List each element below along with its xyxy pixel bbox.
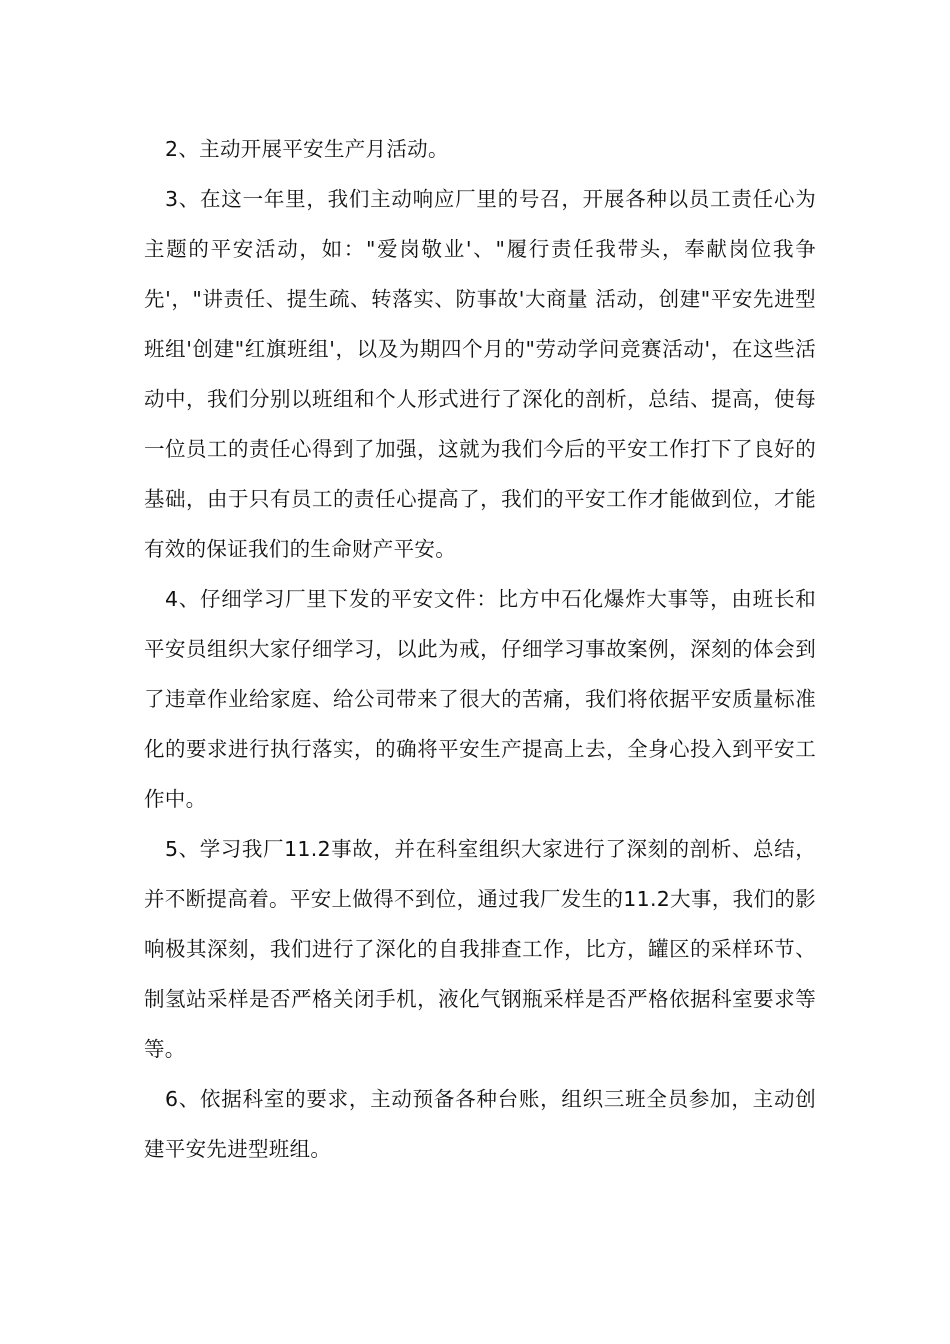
document-body bbox=[144, 124, 816, 1174]
paragraph-item-6: 6、依据科室的要求，主动预备各种台账，组织三班全员参加，主动创建平安先进型班组。 bbox=[144, 1087, 816, 1161]
paragraph-item-3: 3、在这一年里，我们主动响应厂里的号召，开展各种以员工责任心为主题的平安活动，如："爱岗敬业'、"履行责任我带头，奉献岗位我争先'，"讲责任、提生疏、转落实、防事故'大商量 活动，创建"平安先进型班组'创建"红旗班组'，以及为期四个月的"劳动学问竞赛活动'，在这些活动中，我们分别以班组和个人形式进行了深化的剖析，总结、提高，使每一位员工的责任心得到了加强，这就为我们今后的平安工作打下了良好的基础，由于只有员工的责任心提高了，我们的平安工作才能做到位，才能有效的保证我们的生命财产平安。 bbox=[144, 187, 816, 561]
paragraph-item-4: 4、仔细学习厂里下发的平安文件：比方中石化爆炸大事等，由班长和平安员组织大家仔细学习，以此为戒，仔细学习事故案例，深刻的体会到了违章作业给家庭、给公司带来了很大的苦痛，我们将依据平安质量标准化的要求进行执行落实，的确将平安生产提高上去，全身心投入到平安工作中。 bbox=[144, 587, 816, 811]
paragraph-item-2: 2、主动开展平安生产月活动。 bbox=[165, 137, 449, 161]
paragraph-item-5: 5、学习我厂11.2事故，并在科室组织大家进行了深刻的剖析、总结，并不断提高着。平安上做得不到位，通过我厂发生的11.2大事，我们的影响极其深刻，我们进行了深化的自我排查工作，比方，罐区的采样环节、制氢站采样是否严格关闭手机，液化气钢瓶采样是否严格依据科室要求等等。 bbox=[144, 837, 816, 1061]
